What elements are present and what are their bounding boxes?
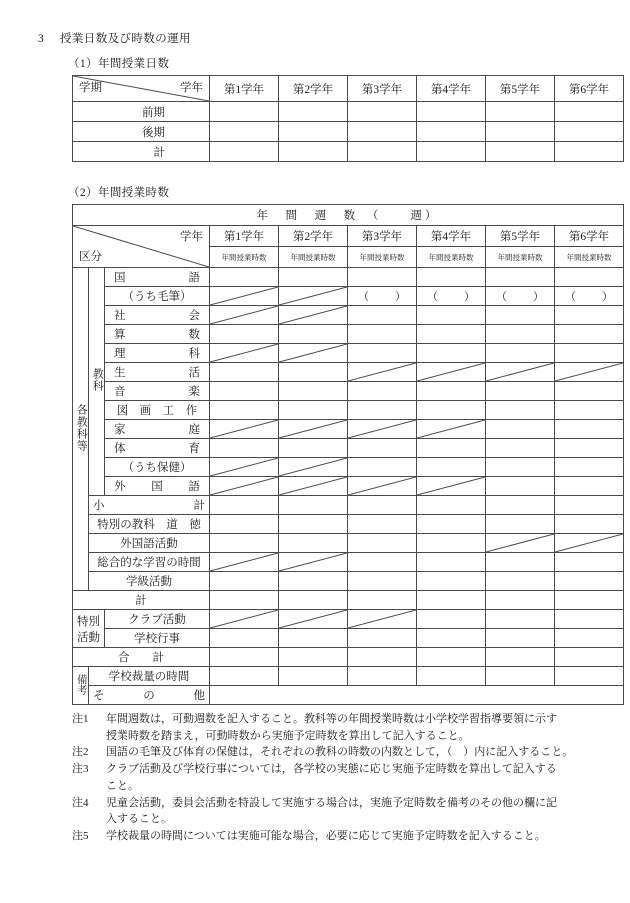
section-number: 3 <box>38 33 45 45</box>
entry-cell[interactable] <box>555 553 624 572</box>
grade-header-5: 第5学年 <box>486 76 555 102</box>
entry-cell-paren[interactable]: （ ） <box>486 287 555 306</box>
subject-label-gaikokugo: 外 国 語 <box>105 477 210 496</box>
entry-cell[interactable] <box>555 102 624 122</box>
subject-label-sansuu: 算 数 <box>105 325 210 344</box>
row-label-zenki: 前期 <box>73 102 210 122</box>
subject-label-katei: 家 庭 <box>105 420 210 439</box>
subject-label-rika: 理 科 <box>105 344 210 363</box>
entry-cell[interactable] <box>417 102 486 122</box>
subject-label-hoken: （うち保健） <box>105 458 210 477</box>
entry-cell[interactable] <box>486 325 555 344</box>
subject-label-seikatsu: 生 活 <box>105 363 210 382</box>
note-line: 児童会活動，委員会活動を特設して実施する場合は，実施予定時数を備考のその他の欄に記 <box>106 796 557 809</box>
entry-cell[interactable] <box>279 382 348 401</box>
table-row <box>73 142 624 162</box>
entry-cell-paren[interactable]: （ ） <box>348 287 417 306</box>
table-row <box>73 401 624 420</box>
hours-subheader: 年間授業時数 <box>348 247 417 268</box>
entry-cell[interactable] <box>417 534 486 553</box>
entry-cell[interactable] <box>210 142 279 162</box>
group-label-bikou-text: 備考 <box>75 673 87 695</box>
table-row <box>73 629 624 648</box>
notes-list <box>72 711 624 845</box>
subject-label-gakkou-gyouji: 学校行事 <box>105 629 210 648</box>
note-tag: 注1 <box>72 713 89 725</box>
annual-class-hours-table <box>72 204 624 705</box>
subject-label-mouhitsu: （うち毛筆） <box>105 287 210 306</box>
hours-subheader: 年間授業時数 <box>417 247 486 268</box>
note-item <box>72 795 624 828</box>
entry-cell[interactable] <box>279 268 348 287</box>
row-label-total: 計 <box>73 142 210 162</box>
entry-cell[interactable] <box>486 268 555 287</box>
entry-cell[interactable] <box>210 496 279 515</box>
entry-cell[interactable] <box>417 268 486 287</box>
entry-cell-paren[interactable]: （ ） <box>417 287 486 306</box>
table-row <box>73 306 624 325</box>
weeks-header-row <box>73 205 624 226</box>
entry-cell[interactable] <box>417 648 486 667</box>
subject-label-sonota: そ の 他 <box>89 686 210 705</box>
entry-cell[interactable] <box>486 122 555 142</box>
table-row <box>73 534 624 553</box>
entry-cell[interactable] <box>417 306 486 325</box>
entry-cell[interactable] <box>279 534 348 553</box>
entry-cell[interactable] <box>555 629 624 648</box>
entry-cell[interactable] <box>279 572 348 591</box>
table-row <box>73 610 624 629</box>
struck-cell <box>210 458 279 477</box>
row-label-kouki: 後期 <box>73 122 210 142</box>
struck-cell <box>279 458 348 477</box>
note-line: 入すること。 <box>106 813 172 826</box>
table-row <box>73 648 624 667</box>
entry-cell[interactable] <box>417 122 486 142</box>
grade-header-1: 第1学年 <box>210 76 279 102</box>
note-tag: 注3 <box>72 763 89 776</box>
note-line: 国語の毛筆及び体育の保健は，それぞれの教科の時数の内数として，（ ）内に記入すること。 <box>106 746 574 759</box>
subject-label-gaikokugo-katsudo: 外国語活動 <box>89 534 210 553</box>
struck-cell <box>210 420 279 439</box>
entry-cell[interactable] <box>279 591 348 610</box>
entry-cell[interactable] <box>486 102 555 122</box>
entry-cell[interactable] <box>555 142 624 162</box>
table-row <box>73 572 624 591</box>
table1-corner-cell <box>73 76 210 102</box>
note-body <box>106 828 624 845</box>
entry-cell[interactable] <box>417 325 486 344</box>
entry-cell[interactable] <box>348 648 417 667</box>
annual-school-days-table <box>72 75 624 162</box>
table-row <box>73 686 624 705</box>
struck-cell <box>279 344 348 363</box>
entry-cell[interactable] <box>348 142 417 162</box>
table2-corner-row-label: 区分 <box>79 251 102 263</box>
entry-cell[interactable] <box>279 363 348 382</box>
entry-cell[interactable] <box>555 382 624 401</box>
struck-cell <box>279 477 348 496</box>
entry-cell[interactable] <box>348 629 417 648</box>
table-row <box>73 268 624 287</box>
note-line: クラブ活動及び学校行事については，各学校の実態に応じ実施予定時数を算出して記入する <box>106 763 557 776</box>
entry-cell[interactable] <box>279 667 348 686</box>
grade-header-6: 第6学年 <box>555 76 624 102</box>
struck-cell <box>279 306 348 325</box>
grade-header-2: 第2学年 <box>279 76 348 102</box>
entry-cell[interactable] <box>417 344 486 363</box>
entry-cell[interactable] <box>555 458 624 477</box>
entry-cell[interactable] <box>210 325 279 344</box>
total-label-kei: 計 <box>73 591 210 610</box>
entry-cell[interactable] <box>555 268 624 287</box>
struck-cell <box>348 363 417 382</box>
grand-total-label: 合 計 <box>73 648 210 667</box>
entry-cell[interactable] <box>210 268 279 287</box>
entry-cell[interactable] <box>348 553 417 572</box>
grade-header-5: 第5学年 <box>486 226 555 247</box>
entry-cell[interactable] <box>555 122 624 142</box>
table-row <box>73 382 624 401</box>
entry-cell[interactable] <box>486 420 555 439</box>
entry-cell[interactable] <box>486 629 555 648</box>
subject-label-gakkyuu-katsudo: 学級活動 <box>89 572 210 591</box>
note-line: 学校裁量の時間については実施可能な場合，必要に応じて実施予定時数を記入すること。 <box>106 830 546 843</box>
entry-cell[interactable] <box>417 515 486 534</box>
entry-cell[interactable] <box>486 553 555 572</box>
entry-cell[interactable] <box>555 420 624 439</box>
entry-cell[interactable] <box>486 142 555 162</box>
entry-cell[interactable] <box>348 102 417 122</box>
group-label-bikou <box>73 667 89 705</box>
struck-cell <box>210 287 279 306</box>
entry-cell[interactable] <box>210 515 279 534</box>
entry-cell[interactable] <box>486 591 555 610</box>
entry-cell[interactable] <box>486 496 555 515</box>
entry-cell[interactable] <box>348 534 417 553</box>
entry-cell[interactable] <box>486 382 555 401</box>
entry-cell[interactable] <box>417 142 486 162</box>
entry-cell[interactable] <box>348 667 417 686</box>
entry-cell[interactable] <box>555 439 624 458</box>
note-tag: 注2 <box>72 746 89 759</box>
hours-subheader: 年間授業時数 <box>210 247 279 268</box>
struck-cell <box>279 420 348 439</box>
table-row <box>73 439 624 458</box>
grade-header-4: 第4学年 <box>417 76 486 102</box>
entry-cell[interactable] <box>486 306 555 325</box>
entry-cell[interactable] <box>348 122 417 142</box>
struck-cell <box>417 477 486 496</box>
entry-cell[interactable] <box>279 102 348 122</box>
entry-cell[interactable] <box>348 306 417 325</box>
entry-cell[interactable] <box>555 401 624 420</box>
entry-cell[interactable] <box>279 439 348 458</box>
table-row <box>73 420 624 439</box>
subject-label-doutoku: 特別の教科 道 徳 <box>89 515 210 534</box>
struck-cell <box>279 287 348 306</box>
hours-subheader: 年間授業時数 <box>555 247 624 268</box>
note-tag: 注4 <box>72 796 89 809</box>
note-line: 授業時数を踏まえ，可動時数から実施予定時数を算出して記入すること。 <box>106 729 470 742</box>
entry-cell[interactable] <box>279 496 348 515</box>
subject-label-shakai: 社 会 <box>105 306 210 325</box>
entry-cell[interactable] <box>279 401 348 420</box>
struck-cell <box>210 610 279 629</box>
grade-header-2: 第2学年 <box>279 226 348 247</box>
entry-cell[interactable] <box>417 553 486 572</box>
entry-cell[interactable] <box>348 572 417 591</box>
note-line: こと。 <box>106 779 139 792</box>
annual-weeks-header: 年 間 週 数 （ 週） <box>73 205 624 226</box>
entry-cell[interactable] <box>210 648 279 667</box>
table-row <box>73 667 624 686</box>
struck-cell <box>348 420 417 439</box>
table2-corner-col-label: 学年 <box>180 231 203 243</box>
note-item <box>72 828 624 845</box>
subject-label-sougou: 総合的な学習の時間 <box>89 553 210 572</box>
entry-cell[interactable] <box>279 325 348 344</box>
entry-cell[interactable] <box>417 496 486 515</box>
struck-cell <box>279 553 348 572</box>
entry-cell[interactable] <box>210 102 279 122</box>
grade-header-3: 第3学年 <box>348 76 417 102</box>
entry-cell[interactable] <box>486 648 555 667</box>
struck-cell <box>210 306 279 325</box>
group-label-kakukyoka <box>73 268 89 591</box>
table-row <box>73 344 624 363</box>
table1-corner-col-label: 学年 <box>180 82 203 94</box>
entry-cell[interactable] <box>555 515 624 534</box>
entry-cell[interactable] <box>555 325 624 344</box>
struck-cell <box>210 553 279 572</box>
grade-header-4: 第4学年 <box>417 226 486 247</box>
entry-cell[interactable] <box>279 629 348 648</box>
group-label-kakukyoka-text: 各教科等 <box>75 403 88 452</box>
table-row <box>73 363 624 382</box>
entry-cell[interactable] <box>555 667 624 686</box>
hours-subheader: 年間授業時数 <box>486 247 555 268</box>
entry-cell[interactable] <box>555 306 624 325</box>
subsection-2-title: （2）年間授業時数 <box>68 187 170 199</box>
struck-cell <box>417 420 486 439</box>
group-label-tokubetsu-katsudo: 特別活動 <box>73 610 105 648</box>
table2-corner-cell <box>73 226 210 268</box>
entry-cell[interactable] <box>210 382 279 401</box>
subject-label-zugakousaku: 図 画 工 作 <box>105 401 210 420</box>
entry-cell[interactable] <box>348 382 417 401</box>
struck-cell <box>555 534 624 553</box>
entry-cell[interactable] <box>348 401 417 420</box>
subtotal-label: 小 計 <box>89 496 210 515</box>
entry-cell[interactable] <box>486 667 555 686</box>
entry-cell[interactable] <box>555 477 624 496</box>
table-row <box>73 102 624 122</box>
entry-cell[interactable] <box>486 344 555 363</box>
note-item <box>72 744 624 761</box>
group-label-kyoka <box>89 268 105 496</box>
table-row <box>73 458 624 477</box>
entry-cell[interactable] <box>486 572 555 591</box>
table-row <box>73 325 624 344</box>
entry-cell[interactable] <box>417 572 486 591</box>
entry-cell[interactable] <box>348 325 417 344</box>
table-row <box>73 122 624 142</box>
note-body <box>106 795 624 828</box>
entry-cell[interactable] <box>417 667 486 686</box>
entry-cell[interactable] <box>555 572 624 591</box>
entry-cell-sonota[interactable] <box>210 686 624 705</box>
entry-cell[interactable] <box>279 515 348 534</box>
note-tag: 注5 <box>72 830 89 843</box>
note-item <box>72 761 624 794</box>
hours-subheader: 年間授業時数 <box>279 247 348 268</box>
section-heading <box>38 30 630 46</box>
entry-cell[interactable] <box>555 648 624 667</box>
entry-cell[interactable] <box>417 610 486 629</box>
struck-cell <box>486 534 555 553</box>
entry-cell[interactable] <box>486 515 555 534</box>
entry-cell[interactable] <box>279 648 348 667</box>
grade-header-3: 第3学年 <box>348 226 417 247</box>
subject-label-kokugo: 国 語 <box>105 268 210 287</box>
entry-cell[interactable] <box>210 122 279 142</box>
table-row <box>73 553 624 572</box>
entry-cell[interactable] <box>348 439 417 458</box>
struck-cell <box>555 363 624 382</box>
entry-cell[interactable] <box>555 591 624 610</box>
subject-label-taiiku: 体 育 <box>105 439 210 458</box>
entry-cell[interactable] <box>486 458 555 477</box>
grade-header-6: 第6学年 <box>555 226 624 247</box>
table-header-row <box>73 76 624 102</box>
entry-cell[interactable] <box>486 401 555 420</box>
entry-cell[interactable] <box>210 363 279 382</box>
table-row <box>73 496 624 515</box>
table-row <box>73 515 624 534</box>
entry-cell[interactable] <box>417 591 486 610</box>
entry-cell[interactable] <box>486 610 555 629</box>
entry-cell[interactable] <box>555 610 624 629</box>
entry-cell[interactable] <box>348 515 417 534</box>
struck-cell <box>210 477 279 496</box>
subject-label-ongaku: 音 楽 <box>105 382 210 401</box>
entry-cell[interactable] <box>210 534 279 553</box>
entry-cell[interactable] <box>486 439 555 458</box>
table-row <box>73 591 624 610</box>
struck-cell <box>279 610 348 629</box>
entry-cell[interactable] <box>348 344 417 363</box>
note-body <box>106 711 624 744</box>
entry-cell[interactable] <box>417 458 486 477</box>
entry-cell[interactable] <box>417 382 486 401</box>
entry-cell[interactable] <box>417 439 486 458</box>
entry-cell[interactable] <box>417 629 486 648</box>
table-row <box>73 287 624 306</box>
entry-cell-paren[interactable]: （ ） <box>555 287 624 306</box>
note-body <box>106 761 624 794</box>
table-row <box>73 477 624 496</box>
entry-cell[interactable] <box>210 629 279 648</box>
entry-cell[interactable] <box>555 496 624 515</box>
note-line: 年間週数は，可動週数を記入すること。教科等の年間授業時数は小学校学習指導要領に示す <box>106 713 557 725</box>
note-item <box>72 711 624 744</box>
entry-cell[interactable] <box>348 458 417 477</box>
entry-cell[interactable] <box>486 477 555 496</box>
section-title-text: 授業日数及び時数の運用 <box>60 33 191 45</box>
entry-cell[interactable] <box>279 142 348 162</box>
entry-cell[interactable] <box>348 268 417 287</box>
note-body <box>106 744 624 761</box>
group-label-kyoka-text: 教科 <box>91 368 104 392</box>
grade-header-1: 第1学年 <box>210 226 279 247</box>
entry-cell[interactable] <box>210 572 279 591</box>
subject-label-sairyou: 学校裁量の時間 <box>89 667 210 686</box>
struck-cell <box>348 610 417 629</box>
struck-cell <box>486 363 555 382</box>
entry-cell[interactable] <box>555 344 624 363</box>
subject-label-club: クラブ活動 <box>105 610 210 629</box>
table1-corner-row-label: 学期 <box>79 82 102 94</box>
struck-cell <box>210 344 279 363</box>
entry-cell[interactable] <box>210 439 279 458</box>
entry-cell[interactable] <box>348 591 417 610</box>
entry-cell[interactable] <box>348 496 417 515</box>
entry-cell[interactable] <box>210 401 279 420</box>
struck-cell <box>348 477 417 496</box>
struck-cell <box>417 363 486 382</box>
grade-header-row <box>73 226 624 247</box>
subsection-1-title: （1）年間授業日数 <box>68 58 170 70</box>
entry-cell[interactable] <box>417 401 486 420</box>
entry-cell[interactable] <box>279 122 348 142</box>
entry-cell[interactable] <box>210 591 279 610</box>
entry-cell[interactable] <box>210 667 279 686</box>
